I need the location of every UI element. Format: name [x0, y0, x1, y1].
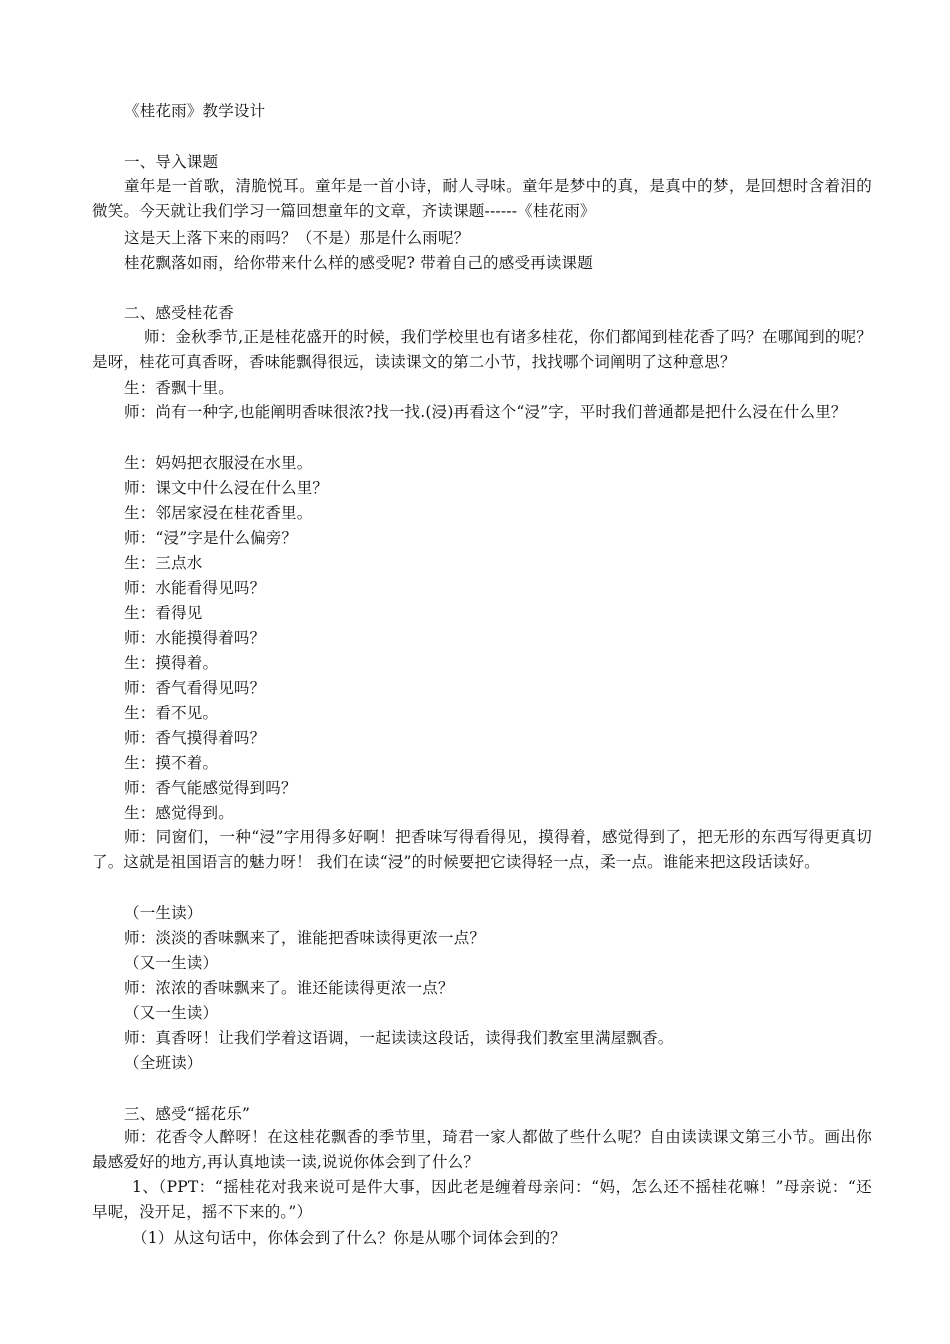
dialogue-line: 师：真香呀！让我们学着这语调，一起读读这段话，读得我们教室里满屋飘香。 [124, 1029, 674, 1047]
dialogue-line: 生：妈妈把衣服浸在水里。 [124, 454, 313, 472]
document-title: 《桂花雨》教学设计 [124, 102, 266, 120]
paragraph: 师：尚有一种字,也能阐明香味很浓?找一找.(浸)再看这个“浸”字，平时我们普通都是把什么浸在什么里？ [124, 403, 847, 421]
dialogue-line: 生：看不见。 [124, 704, 219, 722]
dialogue-line: 师：“浸”字是什么偏旁？ [124, 529, 298, 547]
paragraph: 师：金秋季节,正是桂花盛开的时候，我们学校里也有诸多桂花，你们都闻到桂花香了吗？在哪闻到的呢？是呀，桂花可真香呀，香味能飘得很远，读读课文的第二小节，找找哪个词阐明了这种意思？ [92, 328, 872, 371]
stage-note: （又一生读） [124, 1004, 219, 1022]
dialogue-line: 师：课文中什么浸在什么里？ [124, 479, 329, 497]
section-heading-3: 三、感受“摇花乐” [124, 1105, 251, 1123]
dialogue-line: 师：香气能感觉得到吗？ [124, 779, 297, 797]
paragraph: 这是天上落下来的雨吗？（不是）那是什么雨呢？ [124, 229, 470, 247]
dialogue-line: 生：香飘十里。 [124, 379, 234, 397]
dialogue-line: 生：摸不着。 [124, 754, 219, 772]
dialogue-line: 师：香气看得见吗？ [124, 679, 266, 697]
dialogue-line: 师：淡淡的香味飘来了，谁能把香味读得更浓一点？ [124, 929, 486, 947]
dialogue-line: 师：水能摸得着吗？ [124, 629, 266, 647]
paragraph: 师：花香令人醉呀！在这桂花飘香的季节里，琦君一家人都做了些什么呢？自由读读课文第三小节。画出你最感爱好的地方,再认真地读一读,说说你体会到了什么？ [92, 1128, 872, 1171]
paragraph: 1、（PPT：“摇桂花对我来说可是件大事，因此老是缠着母亲问：“妈，怎么还不摇桂花嘛！”母亲说：“还早呢，没开足，摇不下来的。”） [92, 1178, 872, 1221]
dialogue-line: 生：邻居家浸在桂花香里。 [124, 504, 313, 522]
paragraph: 桂花飘落如雨，给你带来什么样的感受呢? 带着自己的感受再读课题 [124, 254, 593, 272]
stage-note: （一生读） [124, 904, 203, 922]
stage-note: （全班读） [124, 1054, 203, 1072]
dialogue-line: 生：看得见 [124, 604, 203, 622]
dialogue-line: 生：三点水 [124, 554, 203, 572]
section-heading-1: 一、导入课题 [124, 153, 219, 171]
stage-note: （又一生读） [124, 954, 219, 972]
dialogue-line: 生：摸得着。 [124, 654, 219, 672]
dialogue-line: 生：感觉得到。 [124, 804, 234, 822]
section-heading-2: 二、感受桂花香 [124, 304, 234, 322]
paragraph: 童年是一首歌，清脆悦耳。童年是一首小诗，耐人寻味。童年是梦中的真，是真中的梦，是回想时含着泪的微笑。今天就让我们学习一篇回想童年的文章，齐读课题------《桂花雨》 [92, 177, 872, 220]
question-line: （1）从这句话中，你体会到了什么？你是从哪个词体会到的？ [132, 1229, 566, 1247]
dialogue-line: 师：水能看得见吗？ [124, 579, 266, 597]
dialogue-line: 师：香气摸得着吗？ [124, 729, 266, 747]
dialogue-line: 师：浓浓的香味飘来了。谁还能读得更浓一点？ [124, 979, 454, 997]
paragraph: 师：同窗们，一种“浸”字用得多好啊！把香味写得看得见，摸得着，感觉得到了，把无形的东西写得更真切了。这就是祖国语言的魅力呀！ 我们在读“浸”的时候要把它读得轻一点，柔一点。谁能来把这段话读好。 [92, 828, 872, 871]
